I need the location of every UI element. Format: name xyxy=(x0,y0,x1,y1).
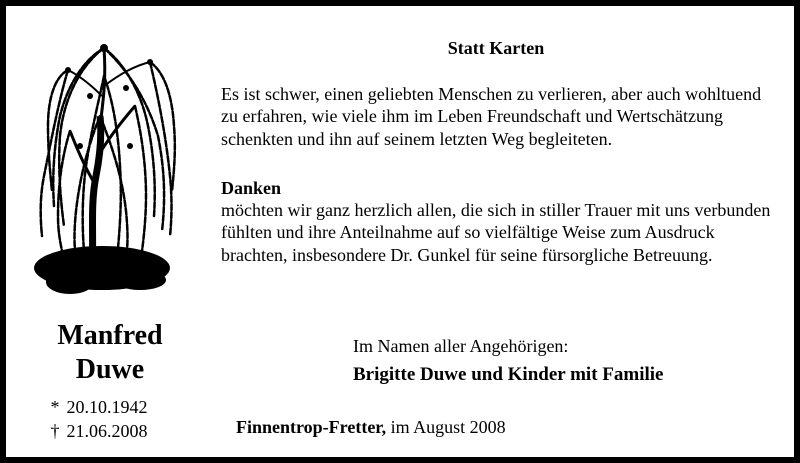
deceased-last-name: Duwe xyxy=(75,354,145,385)
weeping-willow-icon xyxy=(30,36,180,306)
place-town: Finnentrop-Fretter, xyxy=(236,417,387,437)
thanks-heading: Danken xyxy=(221,178,282,198)
deceased-first-name: Manfred xyxy=(57,320,163,351)
birth-date: 20.10.1942 xyxy=(66,397,148,417)
page-title: Statt Karten xyxy=(447,38,545,58)
birth-star-icon: * xyxy=(50,397,60,417)
death-date: 21.06.2008 xyxy=(66,421,148,441)
place-date-line xyxy=(236,416,506,438)
on-behalf-line: Im Namen aller Angehörigen: xyxy=(353,336,569,356)
condolence-paragraph: Es ist schwer, einen geliebten Menschen zu verlieren, aber auch wohltuend zu erfahren, wie viele ihm im Leben Freundschaft und Wertschätzung schenkten und ihn auf seinem letzten Weg begleiteten. xyxy=(221,84,762,149)
death-cross-icon: † xyxy=(50,421,60,441)
place-date: im August 2008 xyxy=(386,417,506,437)
death-date-line xyxy=(48,420,148,442)
signers-names: Brigitte Duwe und Kinder mit Familie xyxy=(353,364,664,385)
birth-date-line xyxy=(48,396,148,418)
thanks-paragraph: möchten wir ganz herzlich allen, die sich in stiller Trauer mit uns verbunden fühlten und ihre Anteilnahme auf so vielfältige Weise zum Ausdruck brachten, insbesondere Dr. Gunkel für seine fürsorgliche Betreuung. xyxy=(221,200,771,265)
